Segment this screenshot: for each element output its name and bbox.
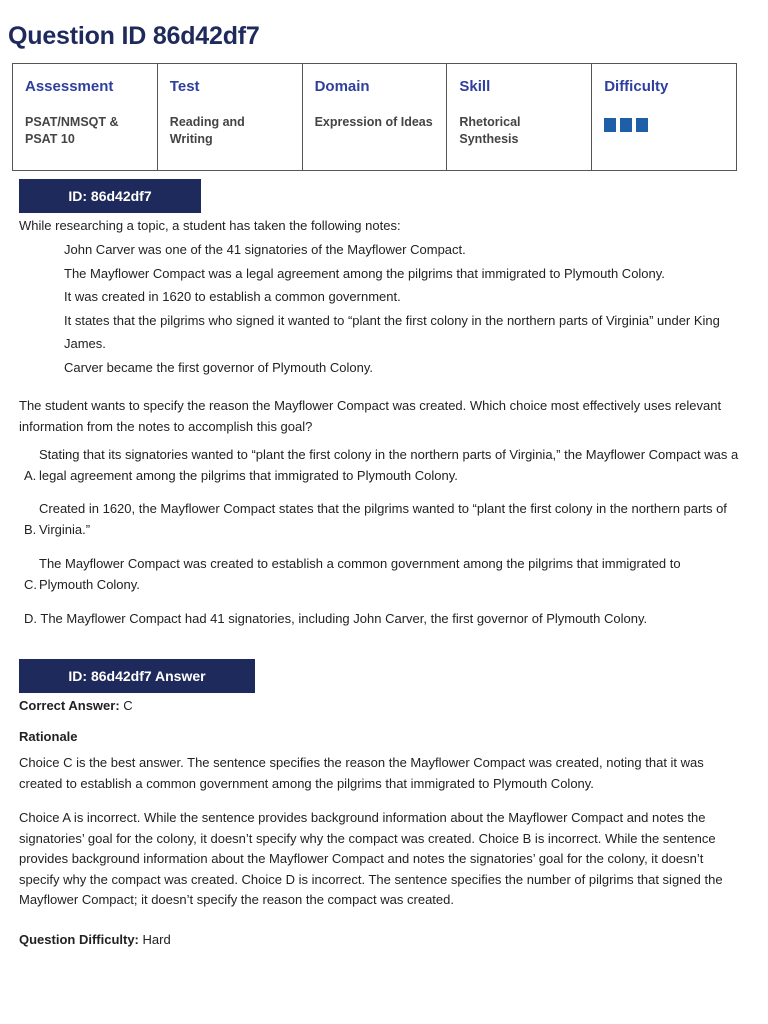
rationale-paragraph-2: Choice A is incorrect. While the sentence provides background information about the Mayflower Compact and notes the signatories’ goal for the colony, it doesn’t specify why the compact was created. Choice B is incorrect. While the sentence provides background information about the Mayflower Compact and notes the signatories’ goal for the colony, it doesn’t specify why the compact was created. Choice D is incorrect. The sentence specifies the number of pilgrims that signed the Mayflower Compact; it doesn’t specify the reason the compact was created. xyxy=(19,810,723,907)
assessment-cell xyxy=(13,64,158,171)
correct-answer-line xyxy=(19,696,747,717)
choice-text: Created in 1620, the Mayflower Compact states that the pilgrims wanted to “plant the first colony in the northern parts of Virginia.” xyxy=(39,501,727,537)
question-difficulty-line xyxy=(19,930,747,951)
question-metadata-table xyxy=(12,63,737,171)
difficulty-bar-1 xyxy=(604,118,616,132)
choice-letter: C. xyxy=(24,576,37,592)
question-prompt: The student wants to specify the reason the Mayflower Compact was created. Which choice most effectively uses relevant information from the notes to accomplish this goal? xyxy=(19,398,722,434)
choice-letter: B. xyxy=(24,521,37,537)
choice-text: Stating that its signatories wanted to “plant the first colony in the northern parts of Virginia,” the Mayflower Compact was a legal agreement among the pilgrims that immigrated to Plymouth Colony. xyxy=(39,447,739,483)
choice-text: The Mayflower Compact was created to establish a common government among the pilgrims that immigrated to Plymouth Colony. xyxy=(39,556,681,592)
note-item: It states that the pilgrims who signed it wanted to “plant the first colony in the northern parts of Virginia” under King James. xyxy=(64,312,720,351)
difficulty-bar-3 xyxy=(636,118,648,132)
notes-list xyxy=(64,238,754,379)
difficulty-indicator xyxy=(604,118,724,132)
question-difficulty-value: Hard xyxy=(142,932,171,947)
domain-header: Domain xyxy=(314,78,370,95)
choice-letter: A. xyxy=(24,467,37,483)
choice-c[interactable] xyxy=(24,554,704,595)
note-item: Carver became the first governor of Plymouth Colony. xyxy=(64,359,374,375)
choice-d[interactable] xyxy=(24,609,750,630)
test-cell xyxy=(157,64,302,171)
rationale-heading: Rationale xyxy=(19,729,78,744)
difficulty-bar-2 xyxy=(620,118,632,132)
skill-header: Skill xyxy=(459,78,491,95)
correct-answer-value: C xyxy=(123,698,133,713)
correct-answer-label: Correct Answer: xyxy=(19,698,120,713)
test-value: Reading and Writing xyxy=(169,115,245,146)
choice-b[interactable] xyxy=(24,499,750,540)
page-title: Question ID 86d42df7 xyxy=(8,22,260,50)
question-id-banner: ID: 86d42df7 xyxy=(19,179,201,213)
note-item: It was created in 1620 to establish a common government. xyxy=(64,289,401,304)
choice-text: The Mayflower Compact had 41 signatories, including John Carver, the first governor of Plymouth Colony. xyxy=(40,611,648,626)
choice-letter: D. xyxy=(24,611,37,626)
choice-a[interactable] xyxy=(24,445,750,486)
difficulty-header: Difficulty xyxy=(604,78,669,95)
skill-value: Rhetorical Synthesis xyxy=(459,115,521,146)
question-intro: While researching a topic, a student has taken the following notes: xyxy=(19,218,401,233)
skill-cell xyxy=(447,64,592,171)
answer-id-banner: ID: 86d42df7 Answer xyxy=(19,659,255,693)
question-difficulty-label: Question Difficulty: xyxy=(19,932,139,947)
assessment-header: Assessment xyxy=(25,78,114,95)
test-header: Test xyxy=(169,78,200,95)
rationale-paragraph-1: Choice C is the best answer. The sentence specifies the reason the Mayflower Compact was created, noting that it was created to establish a common government among the pilgrims that immigrated to Plymouth Colony. xyxy=(19,755,704,791)
difficulty-cell xyxy=(592,64,737,171)
domain-cell xyxy=(302,64,447,171)
note-item: The Mayflower Compact was a legal agreement among the pilgrims that immigrated to Plymouth Colony. xyxy=(64,265,665,281)
assessment-value: PSAT/NMSQT & PSAT 10 xyxy=(25,115,119,146)
domain-value: Expression of Ideas xyxy=(314,115,433,129)
note-item: John Carver was one of the 41 signatories of the Mayflower Compact. xyxy=(64,242,466,257)
